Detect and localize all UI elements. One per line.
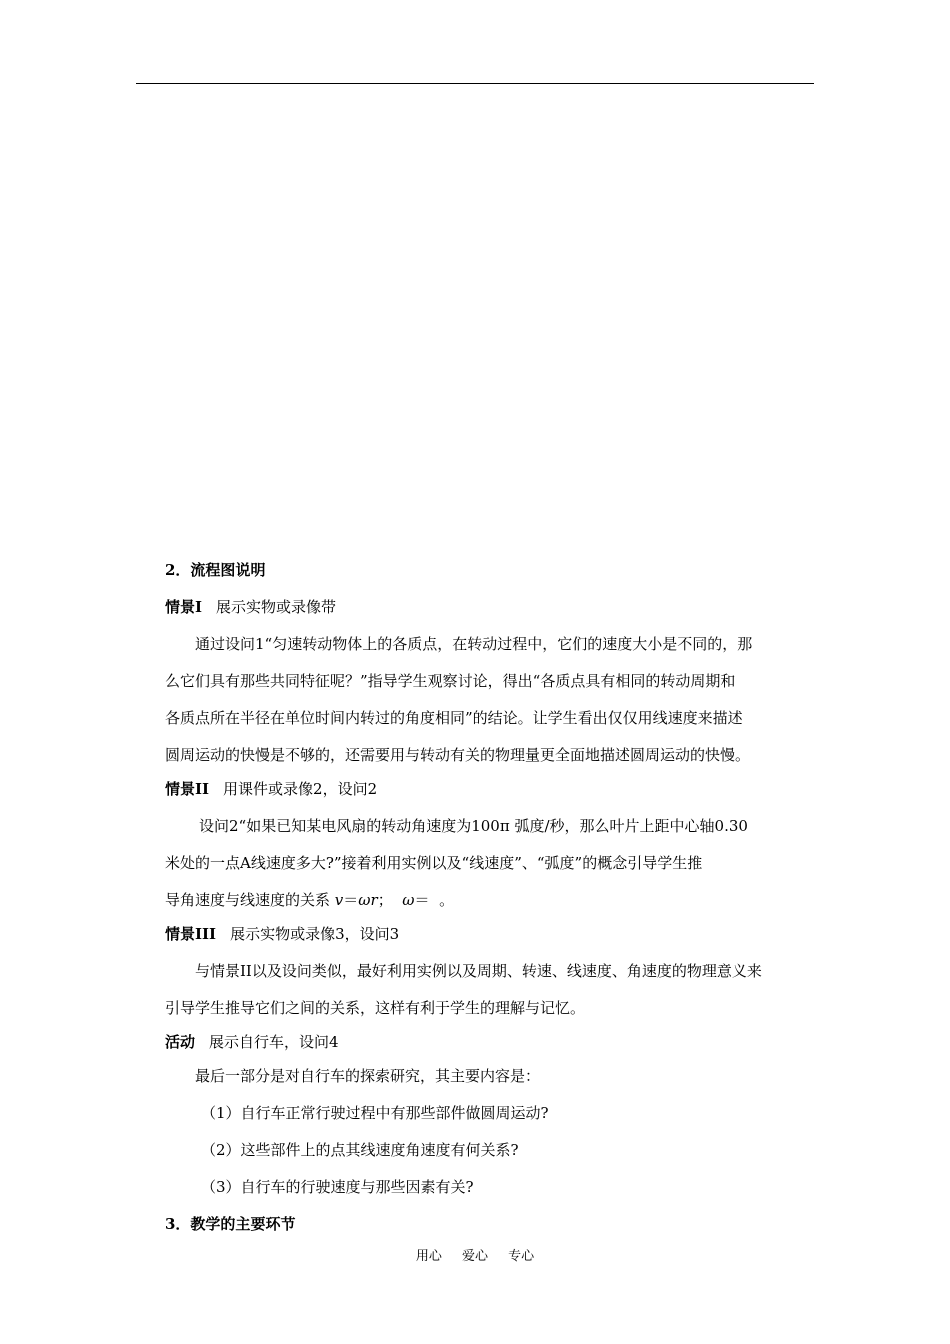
- activity-list-item: （3）自行车的行驶速度与那些因素有关?: [201, 1178, 474, 1196]
- section-2-heading: 2．流程图说明: [165, 561, 266, 579]
- document-body: [165, 558, 817, 1249]
- header-rule: [136, 83, 814, 84]
- activity-label: 活动: [165, 1033, 196, 1051]
- scene-3-title: 展示实物或录像3，设问3: [230, 925, 400, 943]
- footer-part: 专心: [508, 1249, 535, 1264]
- activity-list-item: （1）自行车正常行驶过程中有那些部件做圆周运动?: [201, 1104, 549, 1122]
- scene-1-para-line: 圆周运动的快慢是不够的，还需要用与转动有关的物理量更全面地描述圆周运动的快慢。: [165, 746, 751, 764]
- footer-part: 爱心: [461, 1249, 488, 1264]
- scene-1-para-line: 么它们具有那些共同特征呢？”指导学生观察讨论，得出“各质点具有相同的转动周期和: [165, 672, 736, 690]
- formula-prefix: 导角速度与线速度的关系: [165, 891, 331, 909]
- scene-3-para-line: 引导学生推导它们之间的关系，这样有利于学生的理解与记忆。: [165, 999, 586, 1017]
- scene-2-title: 用课件或录像2，设问2: [223, 780, 378, 798]
- scene-2-label: 情景II: [165, 780, 210, 798]
- section-3-heading: 3．教学的主要环节: [165, 1215, 296, 1233]
- formula-omega-r: ωr: [358, 891, 378, 909]
- scene-2-heading: [165, 777, 817, 801]
- formula-eq2: ＝: [414, 891, 430, 909]
- formula-v: v: [334, 891, 344, 909]
- activity-heading: [165, 1030, 817, 1054]
- scene-1-para-line: 各质点所在半径在单位时间内转过的角度相同”的结论。让学生看出仅仅用线速度来描述: [165, 709, 743, 727]
- activity-title: 展示自行车，设问4: [209, 1033, 339, 1051]
- page-footer: [0, 1247, 950, 1267]
- scene-3-heading: [165, 922, 817, 946]
- scene-3-label: 情景III: [165, 925, 217, 943]
- scene-2-para-line: 设问2“如果已知某电风扇的转动角速度为100π 弧度/秒，那么叶片上距中心轴0.30: [199, 817, 748, 835]
- scene-1-title: 展示实物或录像带: [216, 598, 337, 616]
- formula-omega: ω: [402, 891, 415, 909]
- scene-1-label: 情景Ⅰ: [165, 598, 203, 616]
- scene-2-para-line: 米处的一点A线速度多大?”接着利用实例以及“线速度”、“弧度”的概念引导学生推: [165, 854, 703, 872]
- formula-eq1: ＝: [343, 891, 359, 909]
- scene-1-heading: [165, 595, 817, 619]
- scene-3-para-line: 与情景II以及设问类似，最好利用实例以及周期、转速、线速度、角速度的物理意义来: [195, 962, 762, 980]
- scene-1-para-line: 通过设问1“匀速转动物体上的各质点，在转动过程中，它们的速度大小是不同的，那: [195, 635, 753, 653]
- activity-list-item: （2）这些部件上的点其线速度角速度有何关系?: [201, 1141, 519, 1159]
- formula-sep: ；: [377, 891, 393, 909]
- scene-2-formula-line: [165, 888, 817, 912]
- formula-end: 。: [439, 891, 455, 909]
- footer-part: 用心: [415, 1249, 442, 1264]
- activity-intro: 最后一部分是对自行车的探索研究，其主要内容是：: [195, 1067, 541, 1085]
